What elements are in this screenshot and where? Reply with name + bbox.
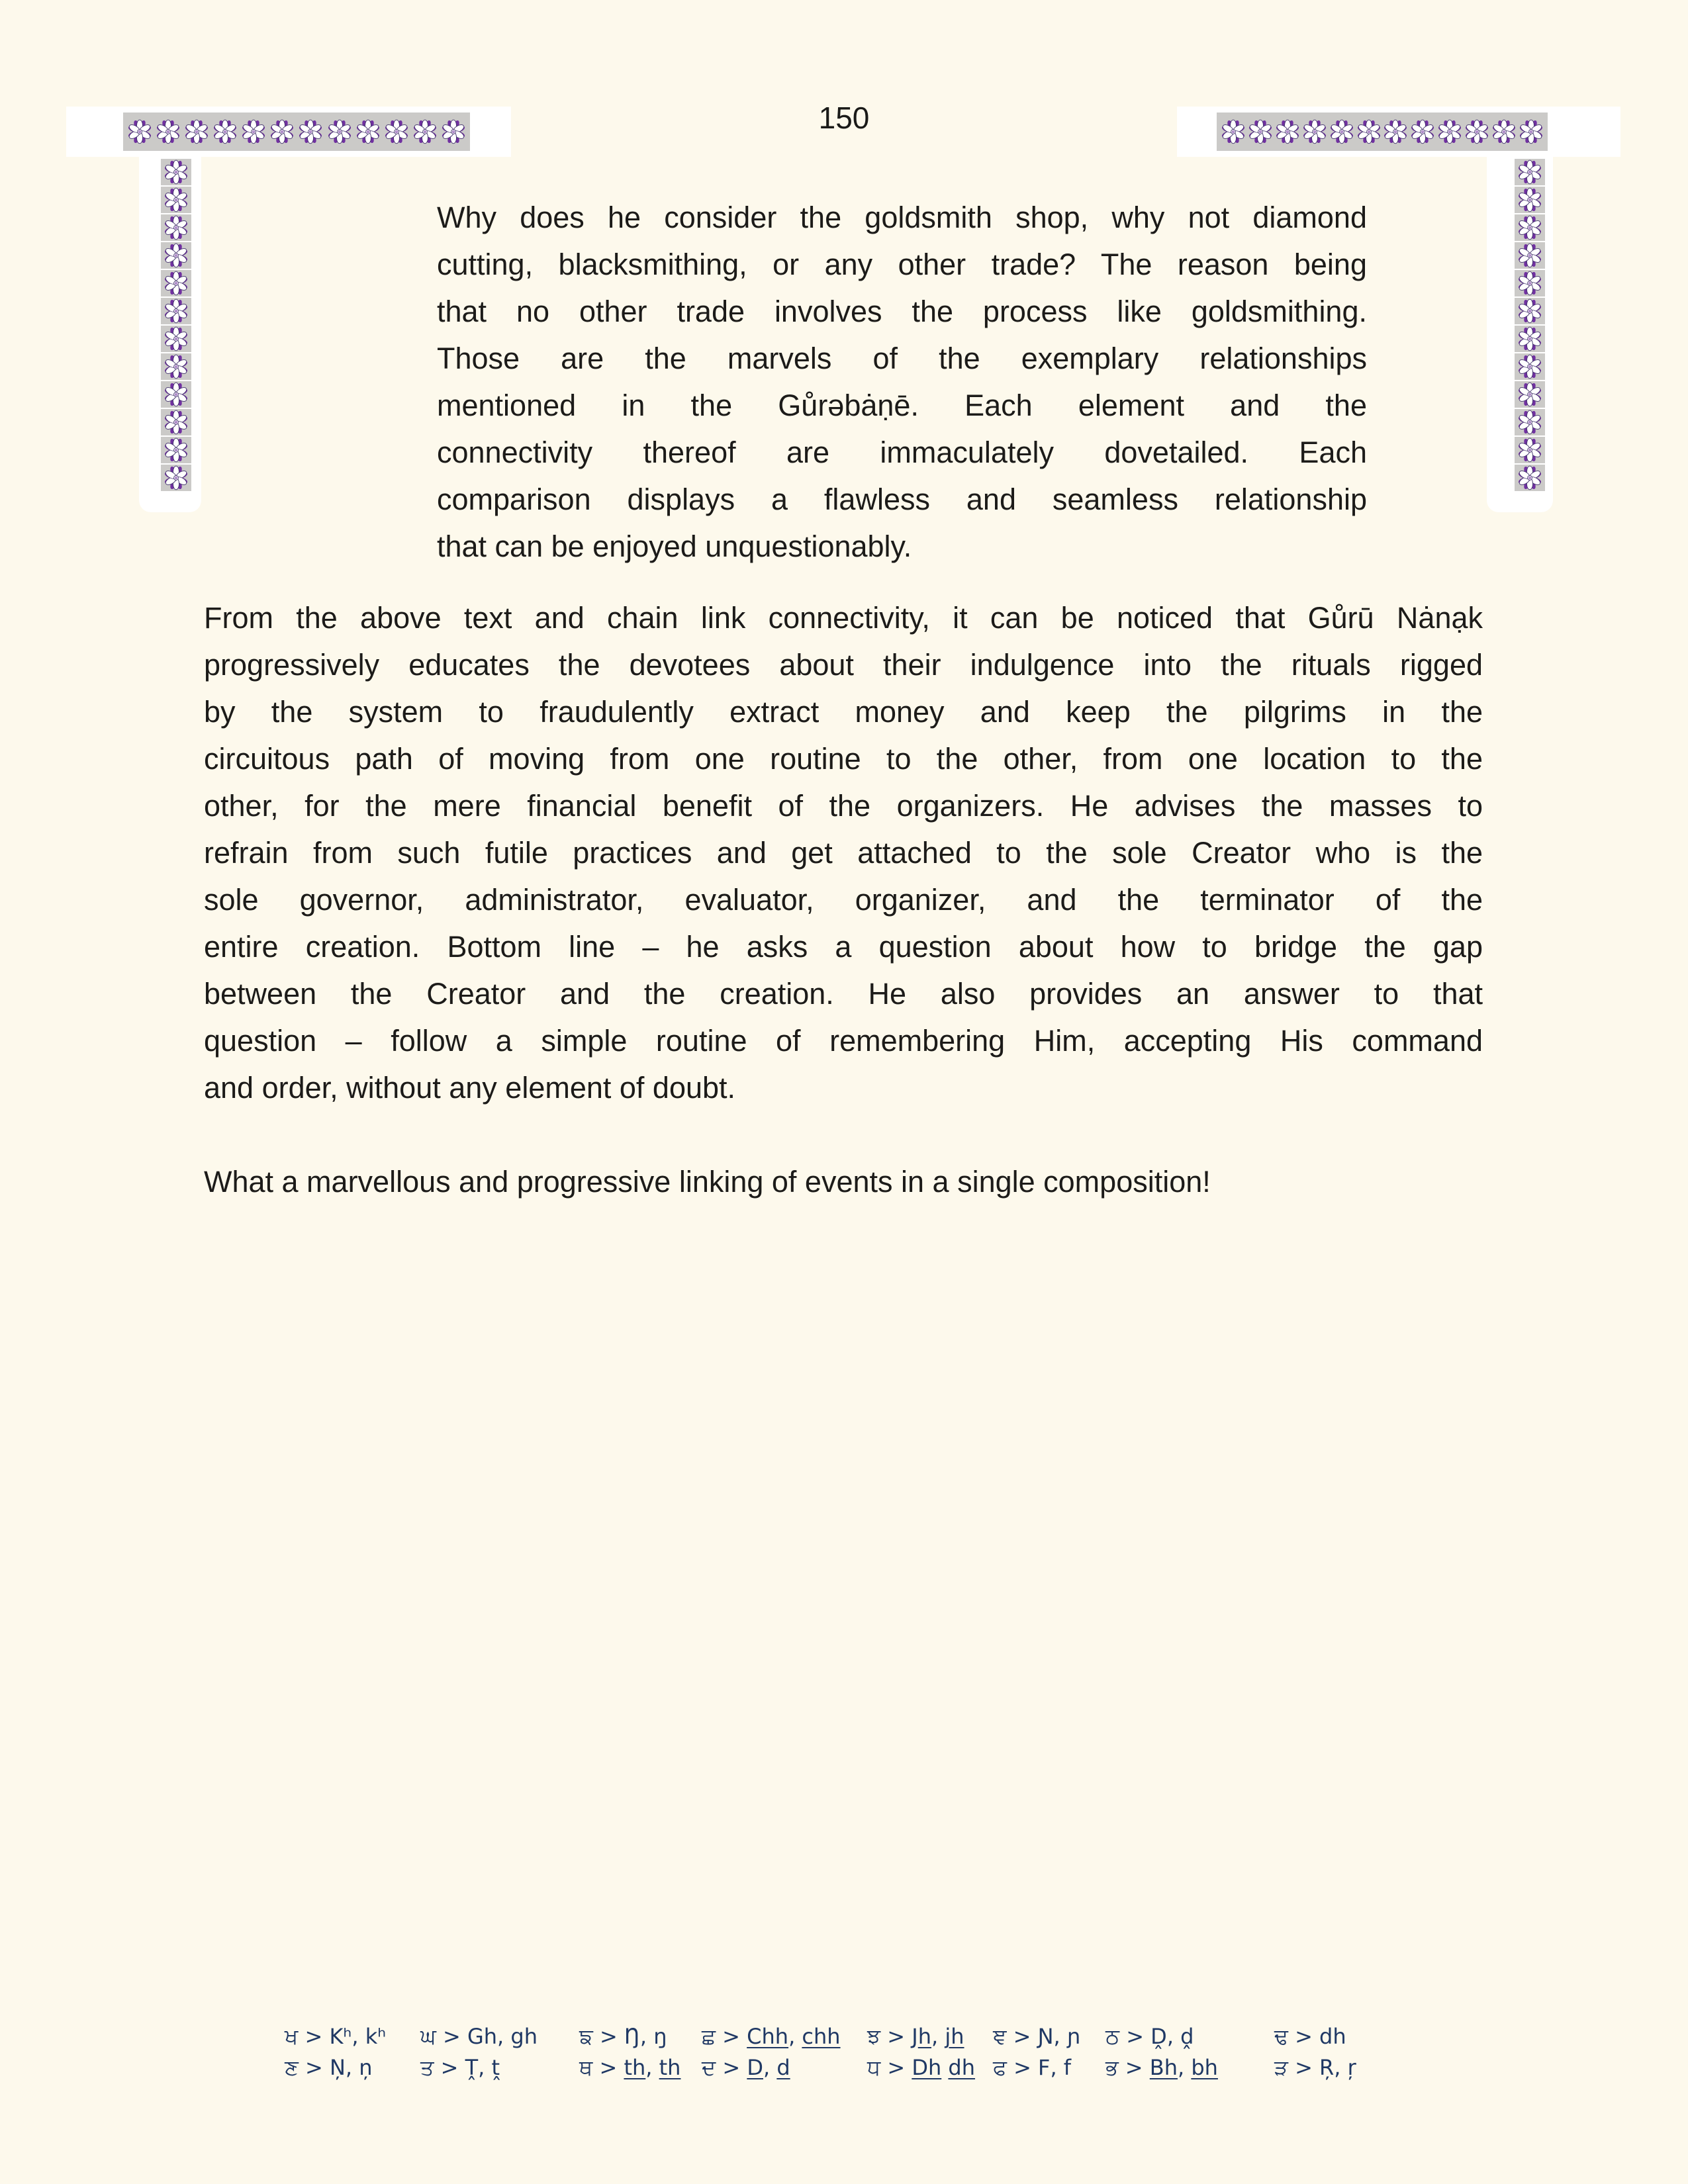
flower-icon <box>212 119 238 144</box>
flower-cell <box>1515 353 1545 380</box>
translit-key-entry: ਣ > Ņ, ņ <box>285 2055 373 2080</box>
flower-cell <box>1515 298 1545 324</box>
flower-icon <box>164 326 189 351</box>
flower-cell <box>1515 381 1545 408</box>
flower-cell <box>161 409 191 435</box>
flower-icon <box>1329 119 1354 144</box>
flower-icon <box>164 354 189 379</box>
top-left-ornament-border <box>66 107 511 157</box>
flower-strip-top-right <box>1217 113 1548 151</box>
flower-cell <box>161 270 191 296</box>
flower-icon <box>1491 119 1517 144</box>
text-line: that no other trade involves the process like goldsmithing. <box>437 295 1367 328</box>
translit-key-entry: ਫ > F, f <box>993 2055 1072 2080</box>
flower-icon <box>412 119 438 144</box>
text-line: progressively educates the devotees about their indulgence into the rituals rigged <box>204 648 1483 682</box>
flower-icon <box>1356 119 1382 144</box>
flower-icon <box>164 382 189 407</box>
right-ornament-column <box>1487 155 1553 512</box>
text-line: Those are the marvels of the exemplary relationships <box>437 341 1367 375</box>
flower-strip-top-left <box>123 113 470 151</box>
closing-sentence: What a marvellous and progressive linking of events in a single composition! <box>204 1165 1211 1199</box>
flower-cell <box>161 242 191 269</box>
flower-column-left <box>161 159 191 491</box>
translit-key-entry: ਙ > Ŋ, ŋ <box>579 2024 667 2049</box>
translit-key-entry: ਠ > Ḓ, ḓ <box>1105 2024 1194 2049</box>
flower-cell <box>161 298 191 324</box>
flower-icon <box>1437 119 1462 144</box>
flower-icon <box>184 119 209 144</box>
translit-key-entry: ਝ > Jh, jh <box>867 2024 964 2049</box>
text-line: From the above text and chain link connectivity, it can be noticed that Gůrū Nȧnạk <box>204 601 1483 635</box>
flower-cell <box>1515 187 1545 213</box>
flower-icon <box>298 119 323 144</box>
flower-cell <box>1515 214 1545 241</box>
flower-icon <box>1517 187 1542 212</box>
text-line: sole governor, administrator, evaluator, organizer, and the terminator of the <box>204 883 1483 917</box>
flower-icon <box>1517 271 1542 296</box>
flower-icon <box>1302 119 1327 144</box>
left-ornament-column <box>139 155 201 512</box>
flower-cell <box>1515 270 1545 296</box>
text-line: that can be enjoyed unquestionably. <box>437 529 912 563</box>
text-line: and order, without any element of doubt. <box>204 1071 736 1105</box>
flower-cell <box>161 326 191 352</box>
flower-icon <box>164 215 189 240</box>
text-line: connectivity thereof are immaculately dovetailed. Each <box>437 435 1367 469</box>
flower-icon <box>1221 119 1246 144</box>
flower-icon <box>327 119 352 144</box>
flower-icon <box>1517 410 1542 435</box>
flower-icon <box>164 465 189 490</box>
flower-icon <box>1517 243 1542 268</box>
flower-icon <box>1517 298 1542 324</box>
flower-cell <box>161 159 191 185</box>
flower-icon <box>241 119 266 144</box>
flower-column-right <box>1515 159 1545 491</box>
translit-key-entry: ਭ > Bh, bh <box>1105 2055 1218 2080</box>
text-line: entire creation. Bottom line – he asks a question about how to bridge the gap <box>204 930 1483 964</box>
flower-icon <box>1517 215 1542 240</box>
flower-icon <box>164 437 189 463</box>
text-line: refrain from such futile practices and get attached to the sole Creator who is the <box>204 836 1483 870</box>
transliteration-key <box>285 2021 1410 2083</box>
top-right-ornament-border <box>1177 107 1620 157</box>
transliteration-key-row-1 <box>285 2021 1410 2052</box>
flower-icon <box>164 298 189 324</box>
flower-icon <box>1517 326 1542 351</box>
flower-icon <box>156 119 181 144</box>
translit-key-entry: ਘ > Gh, gh <box>420 2024 538 2049</box>
translit-key-entry: ਥ > th, th <box>579 2055 681 2080</box>
flower-icon <box>384 119 409 144</box>
text-line: question – follow a simple routine of remembering Him, accepting His command <box>204 1024 1483 1058</box>
flower-icon <box>127 119 152 144</box>
flower-cell <box>1515 409 1545 435</box>
page-number: 150 <box>818 101 870 135</box>
flower-icon <box>1464 119 1489 144</box>
flower-cell <box>161 353 191 380</box>
transliteration-key-row-2 <box>285 2052 1410 2083</box>
flower-icon <box>1517 382 1542 407</box>
translit-key-entry: ਧ > Dh dh <box>867 2055 976 2080</box>
text-line: Why does he consider the goldsmith shop, why not diamond <box>437 201 1367 234</box>
text-line: by the system to fraudulently extract money and keep the pilgrims in the <box>204 695 1483 729</box>
translit-key-entry: ੜ > Ŗ, ŗ <box>1274 2055 1356 2080</box>
flower-cell <box>161 465 191 491</box>
flower-icon <box>164 243 189 268</box>
flower-icon <box>1383 119 1408 144</box>
flower-cell <box>161 437 191 463</box>
flower-cell <box>161 381 191 408</box>
indented-quote-paragraph <box>437 194 1367 570</box>
flower-cell <box>1515 465 1545 491</box>
translit-key-entry: ਞ > Ɲ, ɲ <box>993 2024 1081 2049</box>
text-line: comparison displays a flawless and seamless relationship <box>437 482 1367 516</box>
translit-key-entry: ਛ > Chh, chh <box>702 2024 841 2049</box>
flower-icon <box>164 271 189 296</box>
flower-cell <box>161 214 191 241</box>
flower-cell <box>161 187 191 213</box>
flower-icon <box>1275 119 1300 144</box>
flower-icon <box>1517 437 1542 463</box>
flower-icon <box>441 119 466 144</box>
translit-key-entry: ਖ > Kʰ, kʰ <box>285 2024 387 2049</box>
text-line: mentioned in the Gůrəbȧṇē. Each element and the <box>437 388 1367 422</box>
flower-cell <box>1515 326 1545 352</box>
translit-key-entry: ਤ > Ṱ, ṱ <box>420 2055 500 2080</box>
flower-icon <box>1517 354 1542 379</box>
text-line: other, for the mere financial benefit of the organizers. He advises the masses to <box>204 789 1483 823</box>
text-line: between the Creator and the creation. He also provides an answer to that <box>204 977 1483 1011</box>
flower-icon <box>1248 119 1273 144</box>
flower-icon <box>269 119 295 144</box>
flower-cell <box>1515 437 1545 463</box>
flower-icon <box>355 119 381 144</box>
flower-cell <box>1515 159 1545 185</box>
text-line: cutting, blacksmithing, or any other trade? The reason being <box>437 248 1367 281</box>
flower-icon <box>164 159 189 185</box>
flower-icon <box>1410 119 1435 144</box>
translit-key-entry: ਦ > D, d <box>702 2055 790 2080</box>
main-paragraph <box>204 594 1483 1111</box>
translit-key-entry: ਢ > dh <box>1274 2024 1346 2049</box>
flower-icon <box>1517 159 1542 185</box>
flower-cell <box>1515 242 1545 269</box>
text-line: circuitous path of moving from one routine to the other, from one location to the <box>204 742 1483 776</box>
flower-icon <box>1517 465 1542 490</box>
flower-icon <box>1519 119 1544 144</box>
flower-icon <box>164 187 189 212</box>
flower-icon <box>164 410 189 435</box>
